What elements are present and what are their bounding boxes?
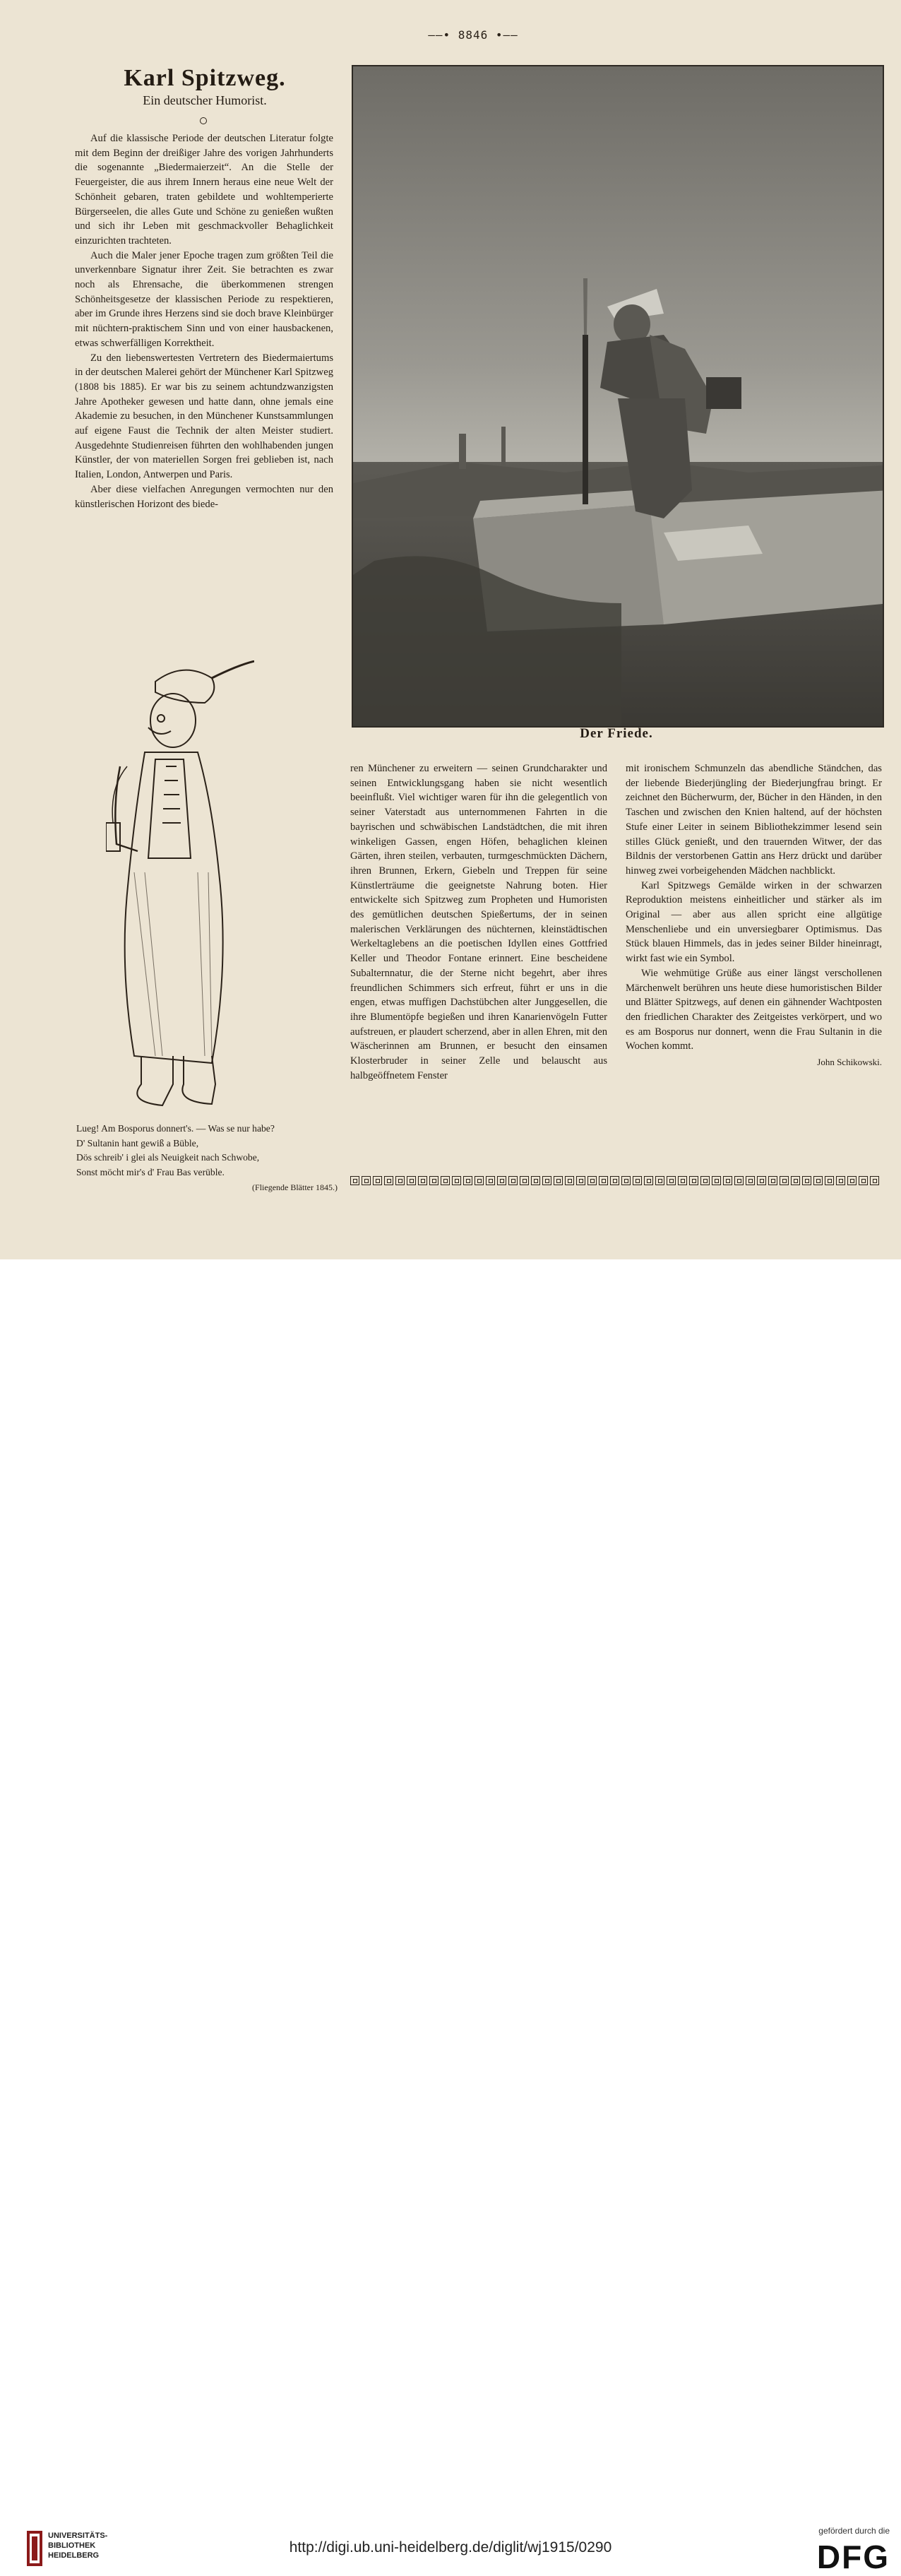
article-title: Karl Spitzweg. [124,65,286,91]
painting-der-friede [353,66,883,726]
ornament-circle [200,117,207,124]
decorative-border [350,1176,881,1187]
paragraph: Karl Spitzwegs Gemälde wirken in der schwarzen Reproduktion meistens einheitlicher und stärker als im Original — aber aus allen spricht eine allgütige Menschenliebe und ein unversiegbarer Optimismus. Das Stück blauen Himmels, das in jedes seiner Bilder hineinragt, wirkt fast wie ein Symbol. [626,879,882,965]
funding-note: gefördert durch die [818,2526,890,2536]
poem-line: Lueg! Am Bosporus donnert's. — Was se nur habe? [76,1123,275,1134]
paragraph: Aber diese vielfachen Anregungen vermochten nur den künstlerischen Horizont des biede- [75,483,333,510]
viewer-footer [0,1259,901,2575]
dfg-logo[interactable]: DFG [816,2539,890,2575]
page-number: ——• 8846 •—— [428,28,518,42]
paragraph: Auch die Maler jener Epoche tragen zum größten Teil die unverkennbare Signatur ihrer Zeit. Sie betrachten es zwar noch als Ehrensache, die überkommenen strengen Schönheitsgesetze der klassischen Periode zu respektieren, aber im Grunde ihres Herzens sind sie doch brave Kleinbürger mit nüchtern-praktischem Sinn und von einer hausbackenen, etwas schwerfälligen Korrektheit. [75,249,333,349]
poem-source: (Fliegende Blätter 1845.) [252,1182,338,1192]
text-column-2 [350,761,607,1083]
permalink-url[interactable]: http://digi.ub.uni-heidelberg.de/diglit/wj1915/0290 [289,2539,612,2556]
paragraph: Wie wehmütige Grüße aus einer längst verschollenen Märchenwelt berühren uns heute diese humoristischen Bilder und Blätter Spitzwegs, auf denen ein gähnender Wachtposten den friedlichen Charakter des Zeitgeistes verkörpert, und wo es am Bosporus nur donnert, wenn die Frau Sultanin in die Wochen kommt. [626,967,882,1052]
scanned-page [0,0,901,1259]
painting-caption: Der Friede. [580,726,653,741]
author-signature: John Schikowski. [817,1057,882,1068]
cartoon-figure [106,660,254,1116]
text-column-1 [75,131,333,511]
poem-line: Sonst möcht mir's d' Frau Bas verüble. [76,1166,225,1177]
painting-reproduction [352,65,884,728]
paragraph: mit ironischem Schmunzeln das abendliche Ständchen, das der liebende Biederjüngling der Biederjungfrau bringt. Er zeichnet den Bücherwurm, der, Bücher in den Händen, in den Taschen und zwischen den Knien haltend, auf der höchsten Stufe einer Leiter in seinem Bibliothekzimmer lesend sein stilles Glück genießt, und den trauernden Witwer, der das Bildnis der verstorbenen Gattin ans Herz drückt und darüber hinweg zwei vorbeigehenden Mädchen nachblickt. [626,763,882,877]
cartoon-illustration [106,660,254,1116]
poem-line: Dös schreib' i glei als Neuigkeit nach Schwobe, [76,1152,260,1163]
institution-name[interactable]: UNIVERSITÄTS- BIBLIOTHEK HEIDELBERG [48,2532,108,2560]
paragraph: Auf die klassische Periode der deutschen Literatur folgte mit dem Beginn der dreißiger Jahre des vorigen Jahrhunderts die sogenannte „Biedermaierzeit“. An die Stelle der Feuergeister, die aus ihrem Innern heraus eine neue Welt der Schönheit gebaren, traten gebildete und wohltemperierte Bürgerseelen, die alles Gute und Schöne zu genießen wußten und sich ihr Leben mit geschmackvoller Behaglichkeit einzurichten trachteten. [75,133,333,247]
text-column-3 [626,761,882,1070]
paragraph: Zu den liebenswertesten Vertretern des Biedermaiertums in der deutschen Malerei gehört der Münchener Karl Spitzweg (1808 bis 1885). Er war bis zu seinem achtundzwanzigsten Jahre Apotheker gewesen und hatte dann, ohne jemals eine Akademie zu besuchen, in den Münchener Kunstsammlungen auf eigene Faust die Technik der alten Meister studiert. Ausgedehnte Studienreisen führten den wohlhabenden jungen Künstler, der von materiellen Sorgen frei geblieben ist, nach Italien, London, Antwerpen und Paris. [75,352,333,481]
poem-line: D' Sultanin hant gewiß a Büble, [76,1137,199,1148]
cartoon-poem [76,1122,338,1195]
university-logo-icon [27,2531,42,2566]
article-subtitle: Ein deutscher Humorist. [143,93,267,107]
paragraph: ren Münchener zu erweitern — seinen Grundcharakter und seinen Entwicklungsgang haben sie nicht wesentlich beeinflußt. Viel wichtiger waren für ihn die gelegentlich von seiner Vaterstadt aus unternommenen Fahrten in die bayrischen und schwäbischen Landstädtchen, die mit ihren winkeligen Gassen, engen Höfen, behaglichen kleinen Gärten, ihren steilen, verbauten, turmgeschmückten Dächern, ihren Brunnen, Erkern, Giebeln und Treppen für seine Künstlerträume die geeignetste Nahrung boten. Hier entwickelte sich Spitzweg zum Propheten und Humoristen des gemütlichen deutschen Spießertums, der in seinen malerischen Verklärungen des nüchternen, kleinstädtischen Werkeltaglebens an die poetischen Idyllen eines Gottfried Keller und Theodor Fontane erinnert. Eine bescheidene Subalternnatur, die der Sterne nicht begehrt, aber ihres freundlichen Schimmers sich erfreut, führt er uns in die engen, etwas muffigen Dachstübchen alter Junggesellen, die ihre Blumentöpfe begießen und ihren Kanarienvögeln Futter aufstreuen, er plaudert scherzend, aber in allen Ehren, mit den Wäscherinnen am Brunnen, er besucht den einsamen Klosterbruder in seiner Zelle und belauscht aus halbgeöffnetem Fenster [350,763,607,1081]
